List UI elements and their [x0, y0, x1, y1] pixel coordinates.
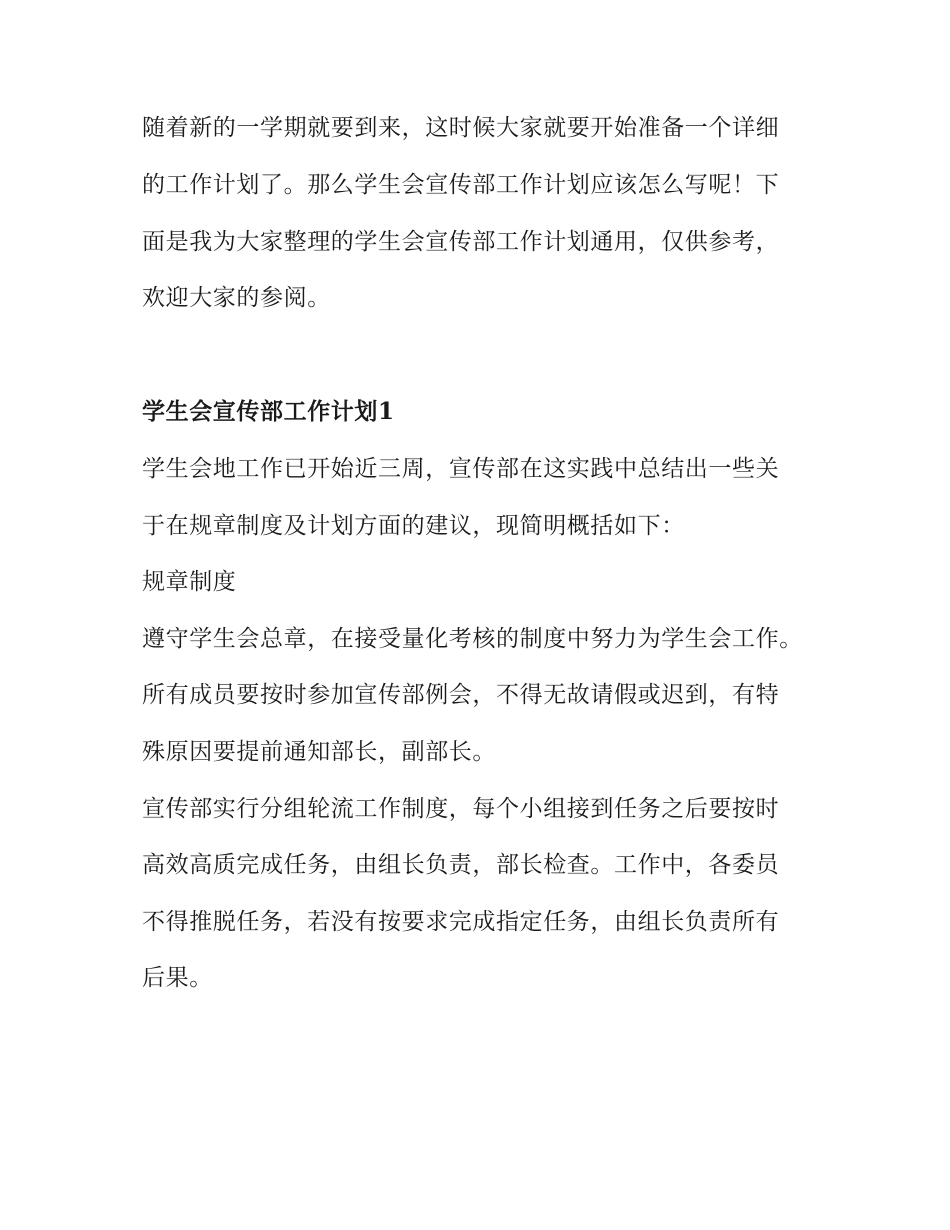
body-line-5: 所有成员要按时参加宣传部例会，不得无故请假或迟到，有特: [142, 682, 780, 708]
body-line-8: 高效高质完成任务，由组长负责，部长检查。工作中，各委员: [142, 852, 780, 878]
body-line-1: 学生会地工作已开始近三周，宣传部在这实践中总结出一些关: [142, 456, 780, 482]
body-line-10: 后果。: [142, 965, 213, 991]
body-line-9: 不得推脱任务，若没有按要求完成指定任务，由组长负责所有: [142, 909, 780, 935]
intro-line-4: 欢迎大家的参阅。: [142, 285, 331, 311]
body-line-4: 遵守学生会总章，在接受量化考核的制度中努力为学生会工作。: [142, 626, 803, 652]
intro-line-1: 随着新的一学期就要到来，这时候大家就要开始准备一个详细: [142, 115, 780, 141]
body-line-6: 殊原因要提前通知部长，副部长。: [142, 739, 496, 765]
body-line-2: 于在规章制度及计划方面的建议，现简明概括如下：: [142, 513, 685, 539]
intro-line-2: 的工作计划了。那么学生会宣传部工作计划应该怎么写呢！下: [142, 172, 780, 198]
section-title: 学生会宣传部工作计划1: [142, 398, 395, 425]
intro-line-3: 面是我为大家整理的学生会宣传部工作计划通用，仅供参考，: [142, 229, 780, 255]
body-line-7: 宣传部实行分组轮流工作制度，每个小组接到任务之后要按时: [142, 796, 780, 822]
subheading-rules: 规章制度: [142, 569, 237, 595]
